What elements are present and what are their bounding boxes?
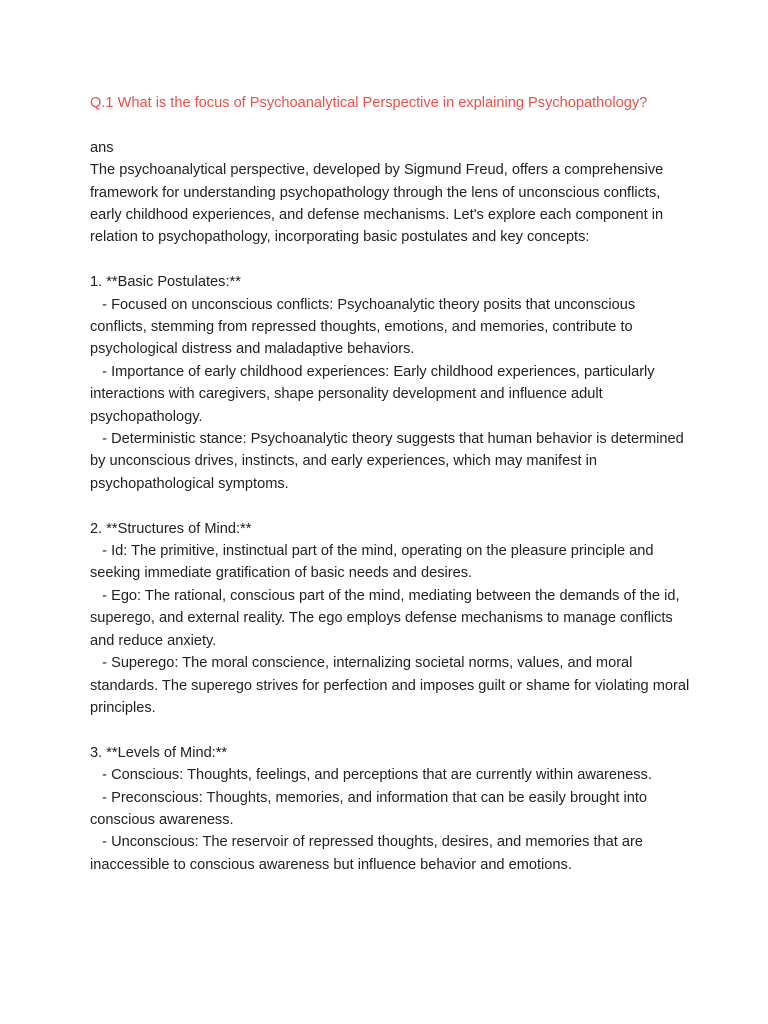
section-title: 2. **Structures of Mind:** [90, 520, 252, 537]
spacer [90, 114, 690, 136]
list-item: - Unconscious: The reservoir of repressed thoughts, desires, and memories that are inaccessible to conscious awareness but influence behavior and emotions. [90, 834, 643, 873]
answer-label: ans [90, 139, 114, 156]
section-levels-of-mind [90, 742, 690, 876]
list-item: - Id: The primitive, instinctual part of the mind, operating on the pleasure principle and seeking immediate gratification of basic needs and desires. [90, 543, 654, 582]
section-basic-postulates [90, 271, 690, 495]
list-item: - Importance of early childhood experiences: Early childhood experiences, particularly interactions with caregivers, shape personality development and influence adult psychopathology. [90, 363, 655, 425]
intro-paragraph: The psychoanalytical perspective, developed by Sigmund Freud, offers a comprehensive framework for understanding psychopathology through the lens of unconscious conflicts, early childhood experiences, and defense mechanisms. Let's explore each component in relation to psychopathology, incorporating basic postulates and key concepts: [90, 162, 664, 246]
section-title: 1. **Basic Postulates:** [90, 274, 241, 291]
question-heading: Q.1 What is the focus of Psychoanalytical Perspective in explaining Psychopathology? [90, 95, 648, 111]
section-structures-of-mind [90, 518, 690, 720]
document-page [90, 92, 690, 876]
list-item: - Preconscious: Thoughts, memories, and information that can be easily brought into conscious awareness. [90, 789, 648, 828]
spacer [90, 719, 690, 741]
section-title: 3. **Levels of Mind:** [90, 744, 228, 761]
list-item: - Deterministic stance: Psychoanalytic theory suggests that human behavior is determined by unconscious drives, instincts, and early experiences, which may manifest in psychopathological symptoms. [90, 431, 684, 492]
spacer [90, 495, 690, 517]
list-item: - Ego: The rational, conscious part of the mind, mediating between the demands of the id, superego, and external reality. The ego employs defense mechanisms to manage conflicts and reduce anxiety. [90, 587, 680, 649]
spacer [90, 249, 690, 271]
list-item: - Superego: The moral conscience, internalizing societal norms, values, and moral standards. The superego strives for perfection and imposes guilt or shame for violating moral principles. [90, 655, 690, 716]
list-item: - Focused on unconscious conflicts: Psychoanalytic theory posits that unconscious conflicts, stemming from repressed thoughts, emotions, and memories, contribute to psychological distress and maladaptive behaviors. [90, 296, 636, 358]
list-item: - Conscious: Thoughts, feelings, and perceptions that are currently within awareness. [102, 767, 652, 784]
